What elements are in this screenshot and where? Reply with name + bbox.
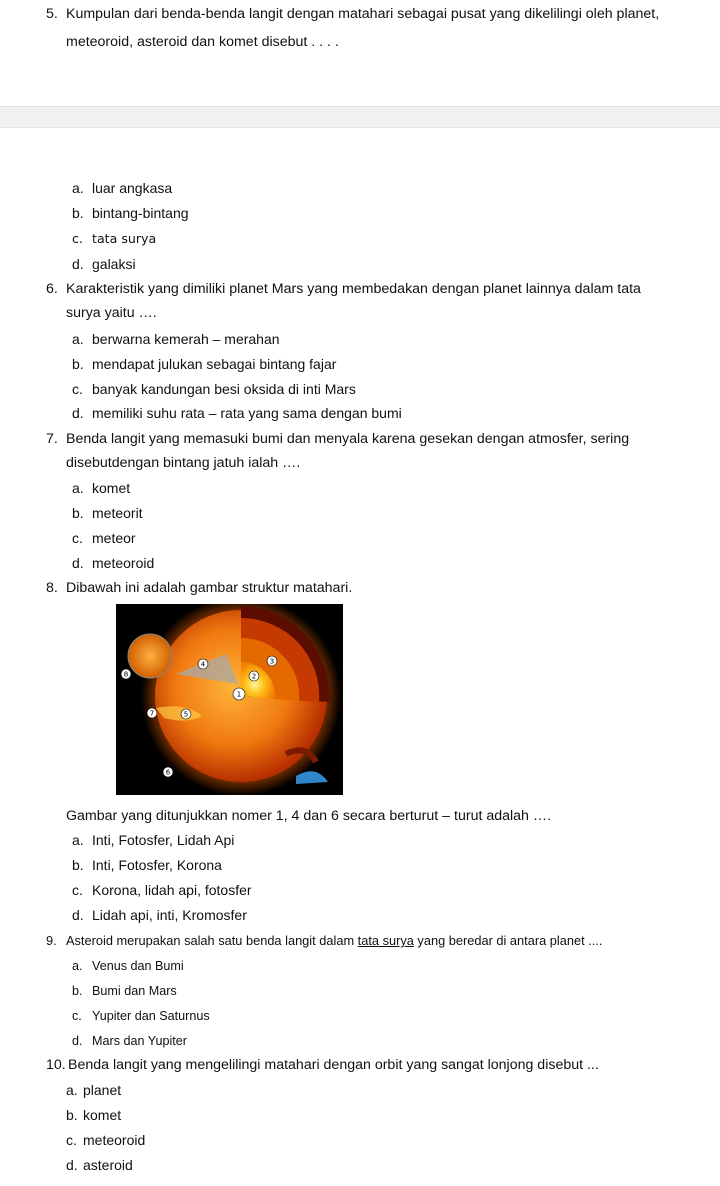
question-8-prompt	[66, 804, 706, 828]
question-6	[46, 277, 706, 325]
option-8b[interactable]: b. Inti, Fotosfer, Korona	[72, 857, 222, 873]
option-5b[interactable]: b. bintang-bintang	[72, 205, 189, 221]
granulation-inset	[128, 634, 172, 678]
option-8d[interactable]: d. Lidah api, inti, Kromosfer	[72, 907, 247, 923]
option-6b[interactable]: b. mendapat julukan sebagai bintang fajar	[72, 356, 337, 372]
option-10d[interactable]: d. asteroid	[66, 1157, 133, 1173]
option-9d[interactable]: d. Mars dan Yupiter	[72, 1034, 187, 1048]
question-10	[46, 1053, 716, 1077]
question-8	[46, 576, 706, 600]
label-1: 1	[236, 690, 242, 699]
label-3: 3	[269, 657, 275, 666]
question-number: 9.	[46, 933, 57, 948]
question-text-line2: surya yaitu ….	[66, 305, 157, 321]
question-number: 8.	[46, 580, 58, 596]
option-10a[interactable]: a. planet	[66, 1082, 122, 1098]
label-6: 6	[165, 768, 171, 777]
label-8: 8	[123, 670, 129, 679]
label-7: 7	[149, 709, 155, 718]
label-2: 2	[251, 672, 257, 681]
label-4: 4	[200, 660, 206, 669]
question-text-line2: meteoroid, asteroid dan komet disebut . . . .	[66, 34, 339, 50]
question-text-line2: disebutdengan bintang jatuh ialah ….	[66, 455, 301, 471]
question-7	[46, 427, 706, 475]
option-8c[interactable]: c. Korona, lidah api, fotosfer	[72, 882, 252, 898]
sun-structure-figure	[116, 604, 343, 795]
question-number: 6.	[46, 281, 58, 297]
option-6d[interactable]: d. memiliki suhu rata – rata yang sama dengan bumi	[72, 405, 402, 421]
question-text-pre: Asteroid merupakan salah satu benda langit dalam	[66, 933, 358, 948]
question-number: 5.	[46, 6, 58, 22]
question-text-line1: Benda langit yang mengelilingi matahari dengan orbit yang sangat lonjong disebut ...	[68, 1057, 599, 1073]
option-5c[interactable]: c. tata surya	[72, 231, 157, 246]
option-9b[interactable]: b. Bumi dan Mars	[72, 984, 177, 998]
option-7a[interactable]: a. komet	[72, 480, 131, 496]
question-text-post: yang beredar di antara planet ....	[413, 933, 603, 948]
option-6a[interactable]: a. berwarna kemerah – merahan	[72, 331, 280, 347]
question-number: 10.	[46, 1057, 66, 1073]
question-text-line1: Benda langit yang memasuki bumi dan menyala karena gesekan dengan atmosfer, sering	[66, 431, 630, 447]
option-9c[interactable]: c. Yupiter dan Saturnus	[72, 1009, 210, 1023]
question-5	[46, 2, 706, 54]
question-number: 7.	[46, 431, 58, 447]
option-9a[interactable]: a. Venus dan Bumi	[72, 959, 184, 973]
question-text-line1: Kumpulan dari benda-benda langit dengan matahari sebagai pusat yang dikelilingi oleh planet,	[66, 6, 660, 22]
option-7d[interactable]: d. meteoroid	[72, 555, 155, 571]
option-7b[interactable]: b. meteorit	[72, 505, 143, 521]
question-text: Gambar yang ditunjukkan nomer 1, 4 dan 6 secara berturut – turut adalah ….	[66, 808, 552, 824]
option-10c[interactable]: c. meteoroid	[66, 1132, 146, 1148]
option-5d[interactable]: d. galaksi	[72, 256, 136, 272]
option-10b[interactable]: b. komet	[66, 1107, 122, 1123]
page-separator	[0, 106, 720, 128]
option-8a[interactable]: a. Inti, Fotosfer, Lidah Api	[72, 832, 235, 848]
question-text-line1: Karakteristik yang dimiliki planet Mars yang membedakan dengan planet lainnya dalam tata	[66, 281, 641, 297]
label-5: 5	[183, 710, 189, 719]
option-7c[interactable]: c. meteor	[72, 530, 136, 546]
sun-structure-illustration	[116, 604, 343, 795]
question-text-underlined: tata surya	[357, 933, 414, 948]
question-9	[46, 929, 716, 953]
question-text-line1: Dibawah ini adalah gambar struktur matahari.	[66, 580, 353, 596]
option-5a[interactable]: a. luar angkasa	[72, 180, 173, 196]
option-6c[interactable]: c. banyak kandungan besi oksida di inti Mars	[72, 381, 356, 397]
